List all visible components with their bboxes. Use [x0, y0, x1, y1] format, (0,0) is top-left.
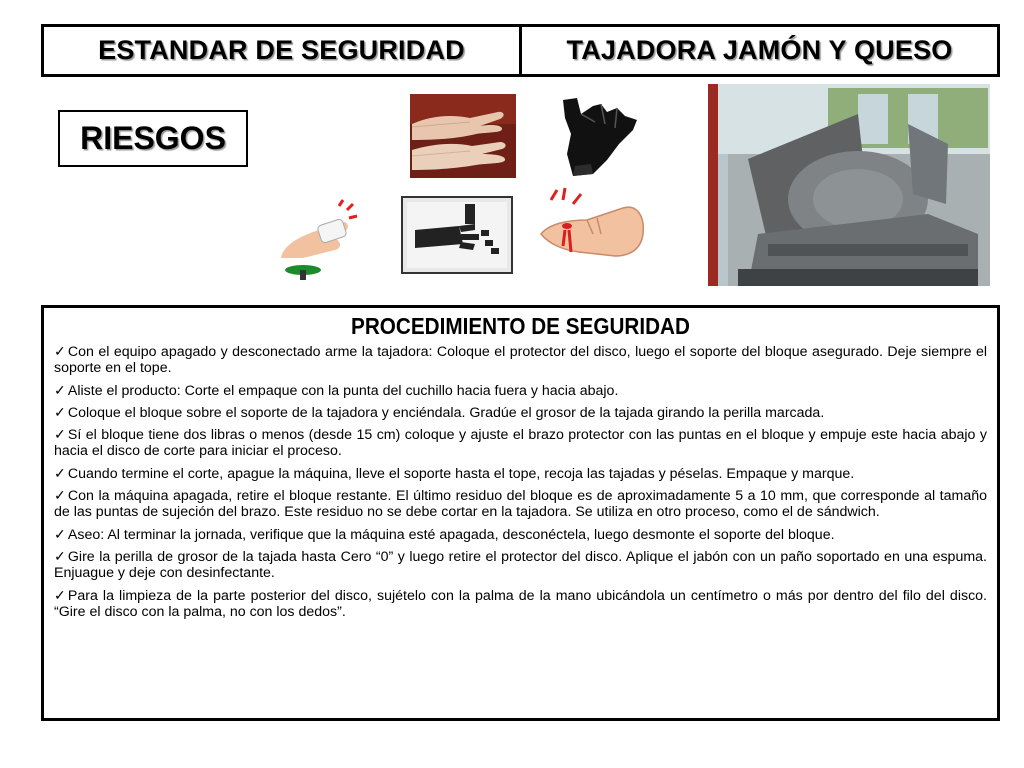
- list-item: [54, 488, 987, 521]
- list-item-text: Sí el bloque tiene dos libras o menos (desde 15 cm) coloque y ajuste el brazo protector con las puntas en el bloque y empuje este hacia abajo y hacia el disco de corte para iniciar el proceso.: [54, 427, 987, 460]
- procedure-panel: [41, 305, 1000, 721]
- list-item: [54, 549, 987, 582]
- checkmark-icon: ✓: [54, 344, 66, 360]
- list-item-text: Aseo: Al terminar la jornada, verifique que la máquina esté apagada, desconéctela, luego desmonte el soporte del bloque.: [67, 526, 835, 543]
- cut-finger-image: [537, 186, 649, 274]
- procedure-list: [54, 344, 987, 620]
- slicer-machine-image: [708, 84, 990, 286]
- checkmark-icon: ✓: [54, 404, 66, 421]
- black-glove-image: [553, 94, 645, 178]
- list-item: [54, 405, 987, 421]
- glove-pictogram-image: [401, 196, 513, 274]
- checkmark-icon: ✓: [54, 526, 66, 543]
- list-item: [54, 588, 987, 621]
- checkmark-icon: ✓: [54, 465, 66, 482]
- list-item-text: Con la máquina apagada, retire el bloque restante. El último residuo del bloque es de aproximadamente 5 a 10 mm, que corresponde al tamaño de las puntas de sujeción del brazo. Este residuo no se debe cortar en la tajadora. Se utiliza en otro proceso, como el de sándwich.: [54, 488, 987, 521]
- machine-title: TAJADORA JAMÓN Y QUESO: [519, 27, 997, 74]
- checkmark-icon: ✓: [54, 488, 66, 505]
- standard-title: ESTANDAR DE SEGURIDAD: [98, 35, 465, 65]
- list-item: [54, 527, 987, 543]
- checkmark-icon: ✓: [54, 427, 66, 444]
- list-item: [54, 466, 987, 482]
- list-item-text: Aliste el producto: Corte el empaque con la punta del cuchillo hacia fuera y hacia abajo.: [67, 382, 619, 399]
- list-item: [54, 427, 987, 460]
- list-item: [54, 344, 987, 377]
- checkmark-icon: ✓: [54, 548, 66, 565]
- riesgos-label: RIESGOS: [58, 110, 248, 167]
- checkmark-icon: ✓: [54, 587, 66, 604]
- list-item: [54, 383, 987, 399]
- list-item-text: Cuando termine el corte, apague la máquina, lleve el soporte hasta el tope, recoja las tajadas y péselas. Empaque y marque.: [67, 465, 855, 482]
- title-header: [41, 24, 1000, 77]
- list-item-text: Con el equipo apagado y desconectado arme la tajadora: Coloque el protector del disco, luego el soporte del bloque asegurado. Deje siempre el soporte en el tope.: [54, 344, 987, 377]
- list-item-text: Coloque el bloque sobre el soporte de la tajadora y enciéndala. Gradúe el grosor de la tajada girando la perilla marcada.: [67, 404, 825, 421]
- latex-gloves-image: [410, 94, 516, 178]
- checkmark-icon: ✓: [54, 382, 66, 399]
- list-item-text: Para la limpieza de la parte posterior del disco, sujételo con la palma de la mano ubicándola un centímetro o más por dentro del filo del disco. “Gire el disco con la palma, no con los dedos”.: [54, 587, 987, 620]
- bandaged-hand-image: [263, 198, 367, 284]
- procedure-title: PROCEDIMIENTO DE SEGURIDAD: [351, 313, 690, 339]
- list-item-text: Gire la perilla de grosor de la tajada hasta Cero “0” y luego retire el protector del disco. Aplique el jabón con un paño soportado en una espuma. Enjuague y deje con desinfectante.: [54, 548, 987, 582]
